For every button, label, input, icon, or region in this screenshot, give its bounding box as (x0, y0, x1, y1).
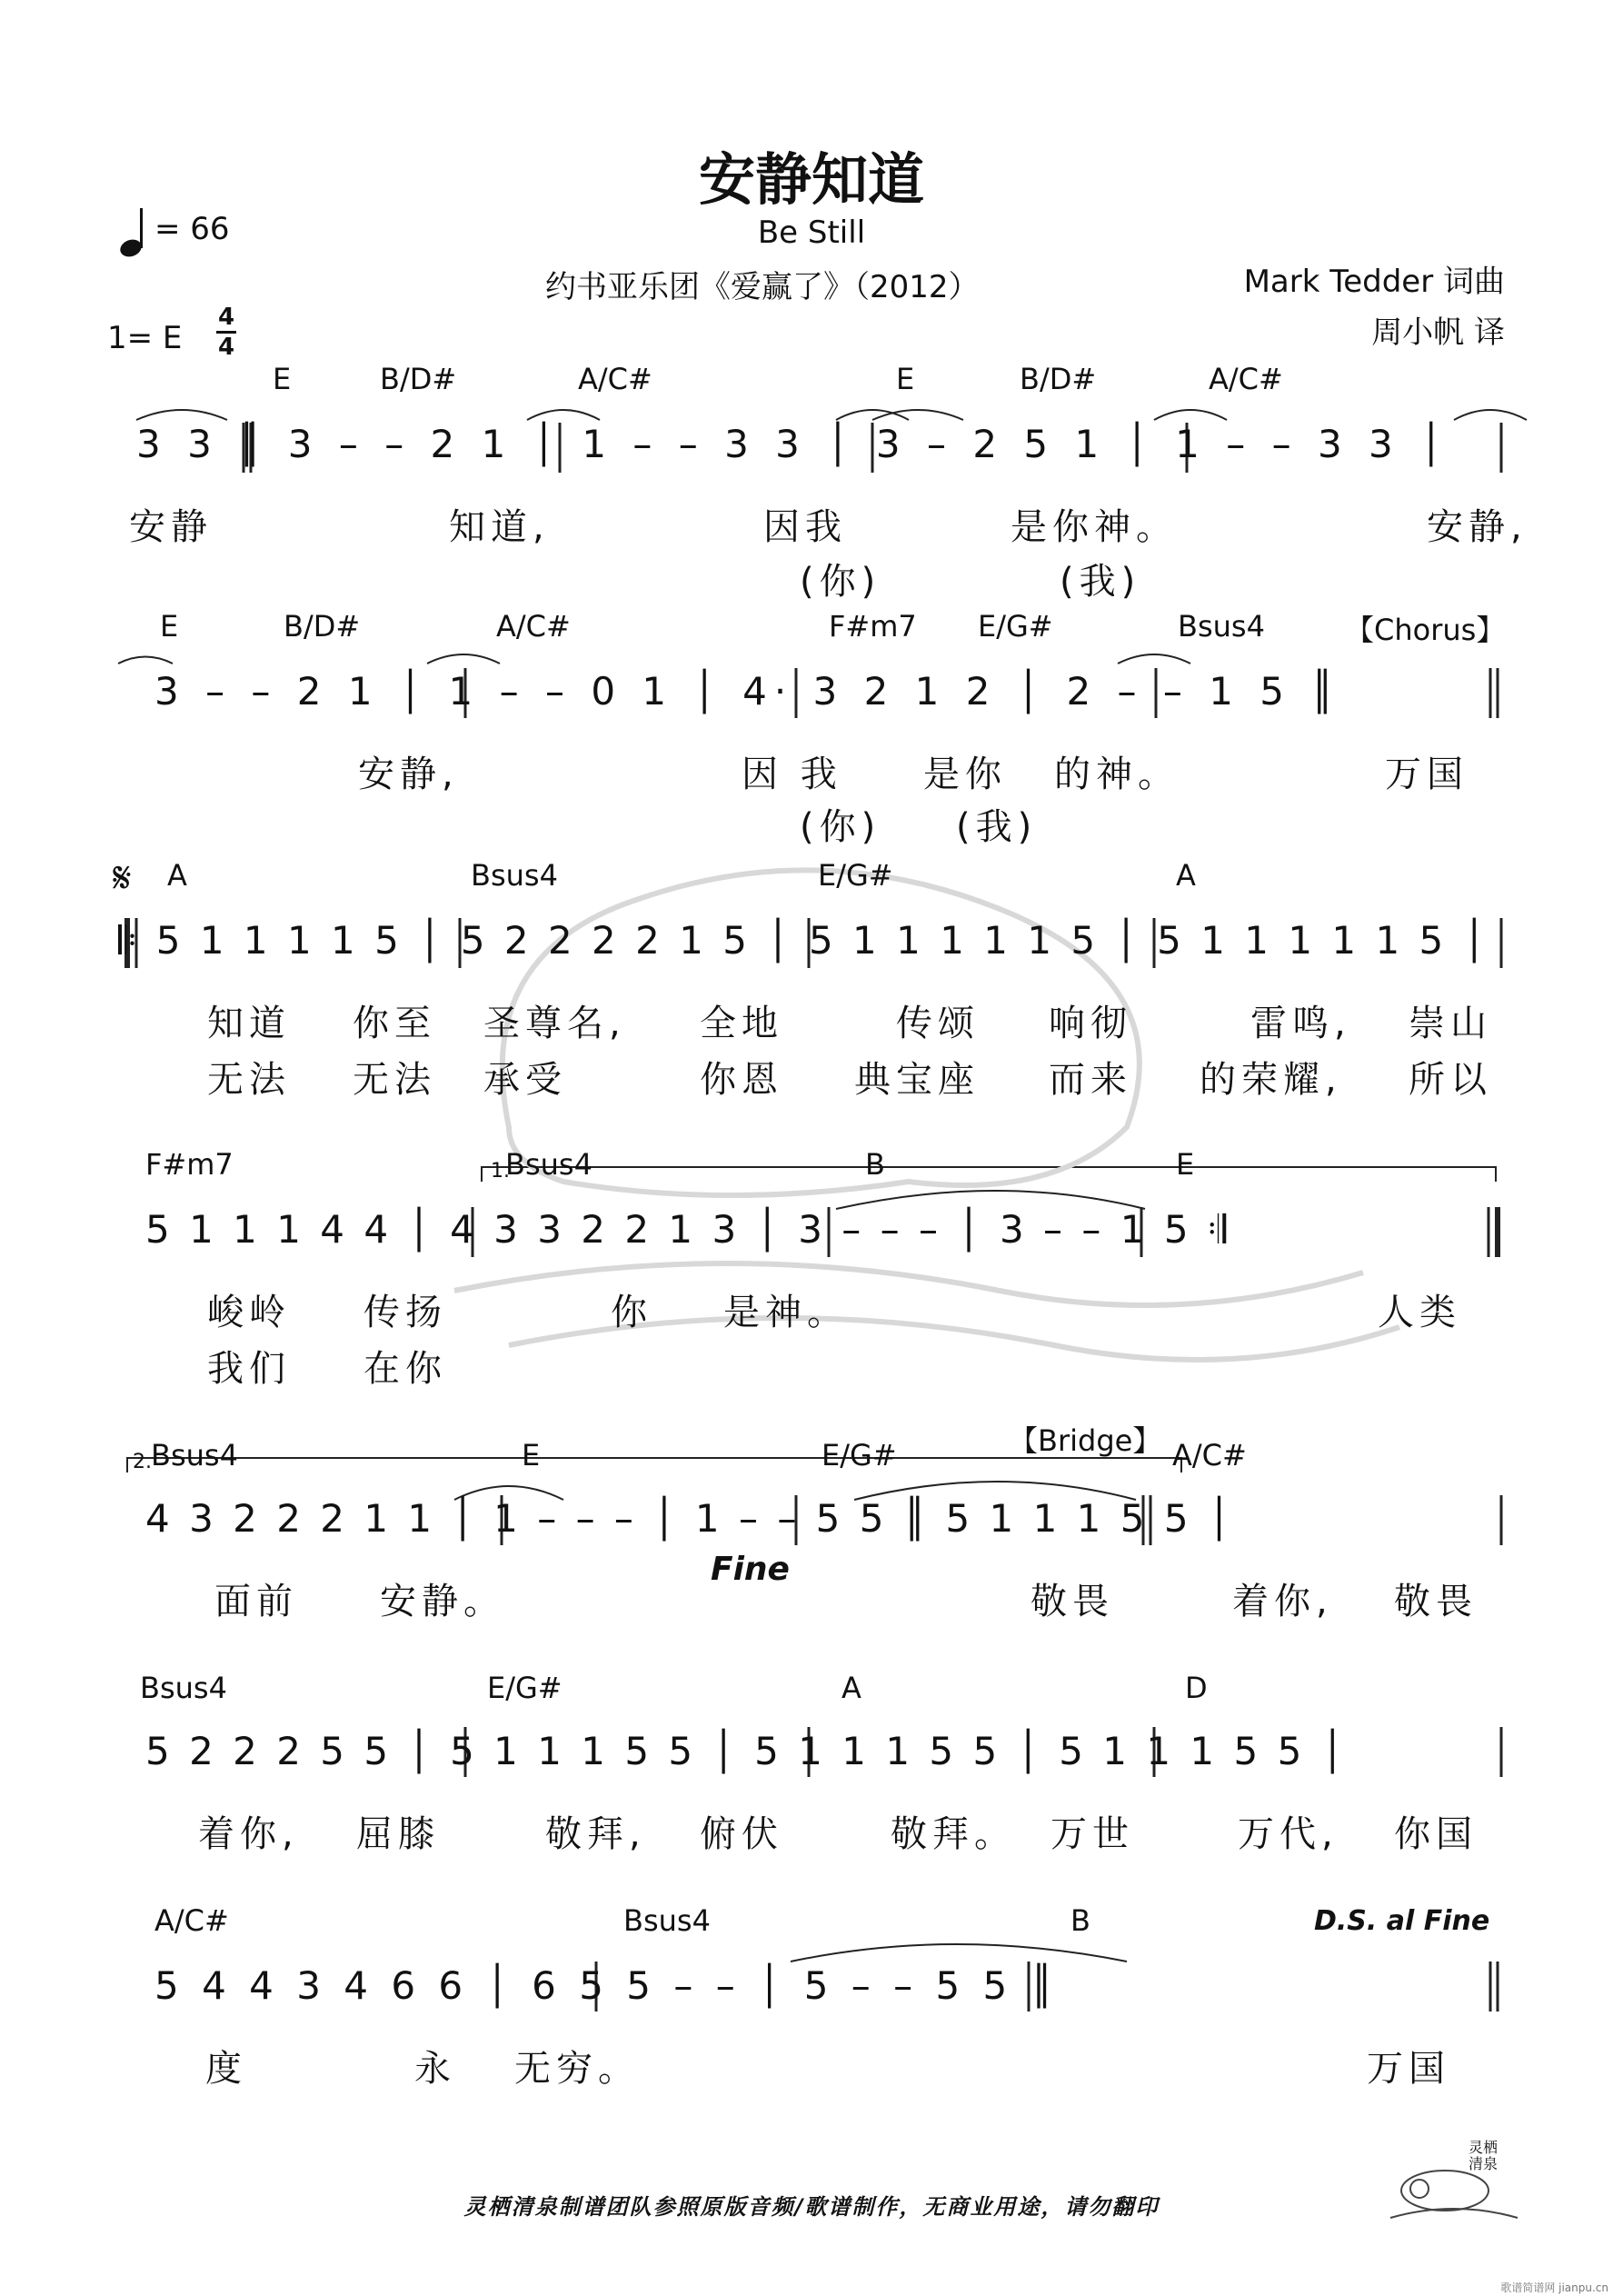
lyric: 你至 (353, 1003, 436, 1044)
lyric-alt: (你) (800, 561, 881, 603)
lyric: 俯伏 (700, 1813, 783, 1855)
lyric: 传扬 (363, 1292, 447, 1333)
lyric: 安静, (1427, 506, 1528, 548)
lyric: 你 (611, 1292, 652, 1333)
lyric: 无穷。 (514, 2048, 640, 2090)
lyric-alt: 在你 (363, 1348, 447, 1390)
chord-symbol: Bsus4 (505, 1147, 592, 1182)
lyric: 度 (205, 2048, 247, 2090)
lyric-alt: 无法 (353, 1059, 436, 1101)
chord-symbol: B/D# (1020, 362, 1097, 396)
chord-symbol: B (865, 1147, 885, 1182)
lyric: 峻岭 (207, 1292, 291, 1333)
lyric: 因 我 (742, 754, 842, 795)
chord-symbol: F#m7 (145, 1147, 234, 1182)
lyric: 面前 (214, 1581, 298, 1622)
lyric: 着你, (1232, 1581, 1333, 1622)
notation-line: 5 4 4 3 4 6 6 │ 6 5 5 – – │ 5 – – 5 5 ║ (154, 1963, 1059, 2008)
chord-symbol: A/C# (154, 1903, 229, 1938)
chord-symbol: E/G# (978, 609, 1053, 644)
chord-symbol: A/C# (1209, 362, 1283, 396)
notation-line: 4 3 2 2 2 1 1 │ 1 – – – │ 1 – – 5 5 ║ 5 1 1 1 5 5 │ (145, 1496, 1235, 1541)
volta-1-label: 1. (491, 1160, 510, 1183)
quarter-note-icon (118, 205, 154, 259)
chord-symbol: E (896, 362, 915, 396)
chord-symbol: A (841, 1671, 861, 1705)
lyric: 响彻 (1049, 1003, 1132, 1044)
lyric-alt: 我们 (207, 1348, 291, 1390)
lyric: 是你神。 (1011, 506, 1178, 548)
time-signature-top: 4 (217, 304, 235, 331)
translator-credit: 周小帆 译 (1371, 314, 1505, 351)
lyric: 敬畏 (1394, 1581, 1478, 1622)
fine-marking: Fine (711, 1551, 790, 1588)
lyric: 崇山 (1409, 1003, 1492, 1044)
chord-symbol: E (273, 362, 292, 396)
lyric-alt: 承受 (483, 1059, 567, 1101)
time-signature (216, 304, 236, 361)
segno-icon: 𝄋 (113, 853, 132, 903)
lyric: 知道, (449, 506, 550, 548)
chord-symbol: E/G# (821, 1438, 897, 1472)
lyric: 是你 (923, 754, 1007, 795)
lyric: 万国 (1385, 754, 1469, 795)
song-subtitle: Be Still (757, 215, 866, 251)
chord-symbol: A/C# (496, 609, 571, 644)
lyric: 因我 (763, 506, 847, 548)
chord-symbol: Bsus4 (151, 1438, 238, 1472)
chord-symbol: B/D# (284, 609, 361, 644)
tempo-marking: = 66 (154, 211, 230, 247)
lyric: 你国 (1394, 1813, 1478, 1855)
section-label-chorus: 【Chorus】 (1345, 613, 1506, 647)
lyric: 永 (414, 2048, 456, 2090)
chord-symbol: Bsus4 (1178, 609, 1265, 644)
lyric: 万世 (1050, 1813, 1134, 1855)
lyric: 的神。 (1054, 754, 1180, 795)
lyric: 人类 (1378, 1292, 1461, 1333)
chord-symbol: A/C# (578, 362, 652, 396)
lyric-alt: 而来 (1049, 1059, 1132, 1101)
ds-al-fine-marking: D.S. al Fine (1314, 1905, 1490, 1937)
lyric-alt: (我) (1060, 561, 1141, 603)
chord-symbol: D (1185, 1671, 1208, 1705)
chord-symbol: A (167, 858, 187, 893)
notation-line: 𝄆 5 1 1 1 1 5 │ 5 2 2 2 2 1 5 │ 5 1 1 1 1 1 5 │ 5 1 1 1 1 1 5 │ (118, 918, 1489, 963)
lyric: 安静, (358, 754, 459, 795)
lyric: 敬拜。 (891, 1813, 1016, 1855)
song-title: 安静知道 (698, 146, 924, 213)
logo-text: 灵栖清泉 (1469, 2139, 1499, 2172)
publisher-logo (1381, 2136, 1527, 2227)
notation-line: 3 3 ║ 3 – – 2 1 │ 1 – – 3 3 │ 3 – 2 5 1 │ 1 – – 3 3 │ (136, 422, 1450, 466)
chord-symbol: E (1176, 1147, 1195, 1182)
lyric-alt: (你) (800, 806, 881, 848)
section-label-bridge: 【Bridge】 (1009, 1423, 1162, 1458)
chord-symbol: E (160, 609, 179, 644)
notation-line: 5 1 1 1 4 4 │ 4 3 3 2 2 1 3 │ 3 – – – │ 3 – – 1 5 𝄇 (145, 1207, 1230, 1252)
lyric-alt: 无法 (207, 1059, 291, 1101)
composer-credit: Mark Tedder 词曲 (1243, 264, 1505, 300)
lyric: 知道 (207, 1003, 291, 1044)
chord-symbol: E/G# (487, 1671, 563, 1705)
lyric-alt: 你恩 (700, 1059, 783, 1101)
site-watermark: 歌谱简谱网 jianpu.cn (1500, 2281, 1608, 2294)
key-signature: 1= E (107, 320, 183, 356)
lyric: 万代, (1238, 1813, 1339, 1855)
lyric: 安静 (129, 506, 213, 548)
lyric: 敬拜, (545, 1813, 646, 1855)
chord-symbol: Bsus4 (471, 858, 558, 893)
album-info: 约书亚乐团《爱赢了》（2012） (545, 269, 980, 305)
copyright-footer: 灵栖清泉制谱团队参照原版音频/歌谱制作，无商业用途，请勿翻印 (463, 2194, 1160, 2220)
lyric: 着你, (198, 1813, 299, 1855)
chord-symbol: B/D# (380, 362, 457, 396)
lyric-alt: 典宝座 (854, 1059, 980, 1101)
lyric: 圣尊名, (483, 1003, 626, 1044)
chord-symbol: Bsus4 (140, 1671, 227, 1705)
lyric: 安静。 (380, 1581, 505, 1622)
lyric: 万国 (1367, 2048, 1450, 2090)
lyric: 屈膝 (356, 1813, 440, 1855)
notation-line: 3 – – 2 1 │ 1 – – 0 1 │ 4· 3 2 1 2 │ 2 – – 1 5 ║ (154, 669, 1341, 714)
chord-symbol: Bsus4 (623, 1903, 711, 1938)
lyric: 全地 (700, 1003, 783, 1044)
chord-symbol: F#m7 (829, 609, 917, 644)
lyric-alt: 的荣耀, (1200, 1059, 1342, 1101)
chord-symbol: B (1070, 1903, 1090, 1938)
lyric-alt: 所以 (1409, 1059, 1492, 1101)
time-signature-bottom: 4 (217, 334, 235, 361)
volta-2-label: 2. (133, 1451, 152, 1473)
lyric-alt: (我) (956, 806, 1038, 848)
lyric: 传颂 (896, 1003, 980, 1044)
chord-symbol: A (1176, 858, 1196, 893)
lyric: 雷鸣, (1250, 1003, 1351, 1044)
chord-symbol: E/G# (818, 858, 893, 893)
lyric: 敬畏 (1031, 1581, 1114, 1622)
notation-line: 5 2 2 2 5 5 │ 5 1 1 1 5 5 │ 5 1 1 1 5 5 │ 5 1 1 1 5 5 │ (145, 1729, 1348, 1773)
chord-symbol: A/C# (1172, 1438, 1247, 1472)
chord-symbol: E (522, 1438, 541, 1472)
lyric: 是神。 (723, 1292, 849, 1333)
